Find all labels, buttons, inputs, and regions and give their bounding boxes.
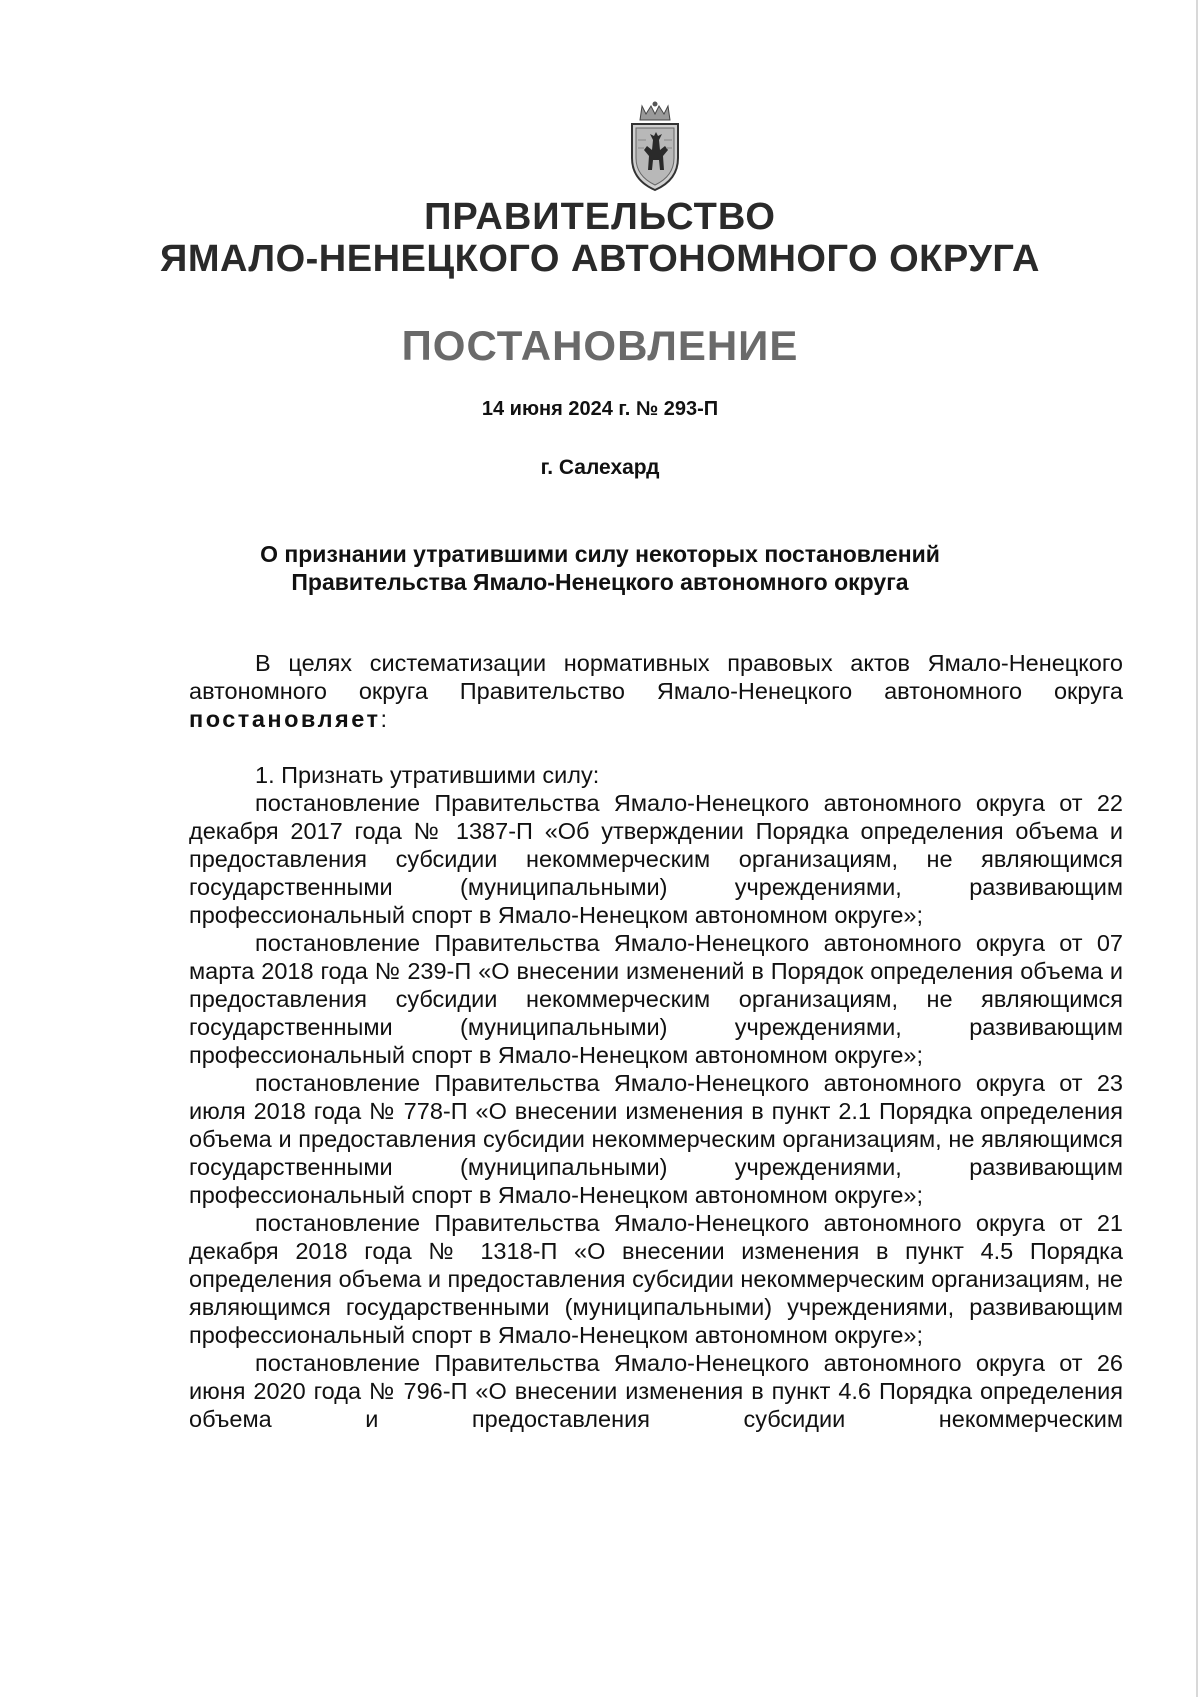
repealed-act-5: постановление Правительства Ямало-Ненецкого автономного округа от 26 июня 2020 года № 796-П «О внесении изменения в пункт 4.6 Порядка определения объема и предоставления субсидии некоммерческим <box>189 1350 1123 1432</box>
decree-body <box>189 649 1123 1433</box>
decree-date-number: 14 июня 2024 г. № 293-П <box>481 398 719 420</box>
government-name-line1: ПРАВИТЕЛЬСТВО <box>424 196 776 238</box>
decree-city: г. Салехард <box>540 456 660 479</box>
repealed-act-4: постановление Правительства Ямало-Ненецкого автономного округа от 21 декабря 2018 года № 1318-П «О внесении изменения в пункт 4.5 Порядка определения объема и предоставления субсидии некоммерческим организациям, не являющимся государственными (муниципальными) учреждениями, развивающим профессиональный спорт в Ямало-Ненецком автономном округе»; <box>189 1210 1123 1348</box>
item1-intro: 1. Признать утратившими силу: <box>255 762 600 788</box>
repealed-act-3: постановление Правительства Ямало-Ненецкого автономного округа от 23 июля 2018 года № 778-П «О внесении изменения в пункт 2.1 Порядка определения объема и предоставления субсидии некоммерческим организациям, не являющимся государственными (муниципальными) учреждениями, развивающим профессиональный спорт в Ямало-Ненецком автономном округе»; <box>189 1070 1123 1208</box>
preamble-verb: постановляет <box>189 706 381 732</box>
preamble-paragraph <box>189 649 1123 733</box>
preamble-end: : <box>380 706 388 732</box>
coat-of-arms-icon <box>620 100 690 192</box>
decree-subject <box>0 540 1200 596</box>
subject-line2: Правительства Ямало-Ненецкого автономного округа <box>291 569 909 595</box>
preamble-text: В целях систематизации нормативных правовых актов Ямало-Ненецкого автономного округа Правительство Ямало-Ненецкого автономного округа <box>189 650 1123 704</box>
repealed-act-2: постановление Правительства Ямало-Ненецкого автономного округа от 07 марта 2018 года № 239-П «О внесении изменений в Порядок определения объема и предоставления субсидии некоммерческим организациям, не являющимся государственными (муниципальными) учреждениями, развивающим профессиональный спорт в Ямало-Ненецком автономном округе»; <box>189 930 1123 1068</box>
government-name-line2: ЯМАЛО-НЕНЕЦКОГО АВТОНОМНОГО ОКРУГА <box>160 238 1040 280</box>
repealed-act-1: постановление Правительства Ямало-Ненецкого автономного округа от 22 декабря 2017 года № 1387-П «Об утверждении Порядка определения объема и предоставления субсидии некоммерческим организациям, не являющимся государственными (муниципальными) учреждениями, развивающим профессиональный спорт в Ямало-Ненецком автономном округе»; <box>189 790 1123 928</box>
decree-title: ПОСТАНОВЛЕНИЕ <box>401 322 799 369</box>
subject-line1: О признании утратившими силу некоторых постановлений <box>260 541 940 567</box>
